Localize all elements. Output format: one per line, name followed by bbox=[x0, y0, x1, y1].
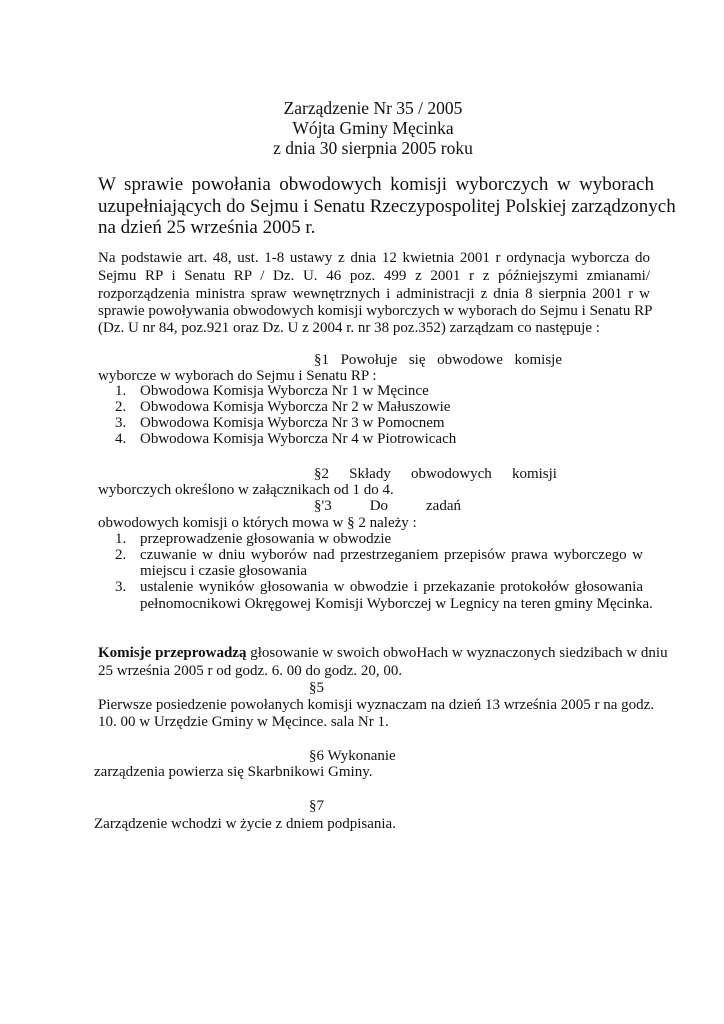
subject-line-1: W sprawie powołania obwodowych komisji wyborczych w wyborach bbox=[98, 174, 654, 195]
paragraph-7-heading: §7 bbox=[309, 798, 324, 814]
list-item: Obwodowa Komisja Wyborcza Nr 3 w Pomocnem bbox=[140, 415, 445, 431]
document-title: Zarządzenie Nr 35 / 2005 bbox=[283, 98, 463, 118]
preamble-line-3: rozporządzenia ministra spraw wewnętrznych i administracji z dnia 8 sierpnia 2001 r w bbox=[98, 286, 650, 302]
list-item: ustalenie wyników głosowania w obwodzie i przekazanie protokołów głosowania bbox=[140, 579, 643, 595]
paragraph-2-word: Składy bbox=[349, 466, 391, 482]
paragraph-3-continuation: obwodowych komisji o których mowa w § 2 należy : bbox=[98, 515, 417, 531]
list-item-number: 2. bbox=[115, 399, 127, 415]
paragraph-1-word: się bbox=[408, 352, 426, 368]
paragraph-2-continuation: wyborczych określono w załącznikach od 1 do 4. bbox=[98, 482, 394, 498]
paragraph-1-word: komisje bbox=[514, 352, 562, 368]
paragraph-5-line-1: Pierwsze posiedzenie powołanych komisji wyznaczam na dzień 13 września 2005 r na godz. bbox=[98, 697, 655, 713]
paragraph-4-line-2: 25 września 2005 r od godz. 6. 00 do godz. 20, 00. bbox=[98, 663, 403, 679]
paragraph-5-line-2: 10. 00 w Urzędzie Gminy w Męcince. sala Nr 1. bbox=[98, 714, 389, 730]
paragraph-3-word: Do bbox=[369, 498, 389, 514]
list-item: Obwodowa Komisja Wyborcza Nr 4 w Piotrowicach bbox=[140, 431, 457, 447]
list-item-number: 1. bbox=[115, 531, 127, 547]
paragraph-6-line-2: zarządzenia powierza się Skarbnikowi Gminy. bbox=[94, 764, 373, 780]
paragraph-2-number: §2 bbox=[314, 466, 329, 482]
preamble-line-5: (Dz. U nr 84, poz.921 oraz Dz. U z 2004 r. nr 38 poz.352) zarządzam co następuje : bbox=[98, 320, 600, 336]
list-item-number: 3. bbox=[115, 579, 127, 595]
document-issuer: Wójta Gminy Męcinka bbox=[292, 118, 454, 138]
list-item-number: 3. bbox=[115, 415, 127, 431]
document-date: z dnia 30 sierpnia 2005 roku bbox=[273, 138, 473, 158]
list-item: Obwodowa Komisja Wyborcza Nr 2 w Małuszowie bbox=[140, 399, 451, 415]
paragraph-3-word: zadań bbox=[426, 498, 461, 514]
preamble-line-4: sprawie powoływania obwodowych komisji wyborczych w wyborach do Sejmu i Senatu RP bbox=[98, 303, 653, 319]
paragraph-2-word: obwodowych bbox=[410, 466, 492, 482]
preamble-line-1: Na podstawie art. 48, ust. 1-8 ustawy z dnia 12 kwietnia 2001 r ordynacja wyborcza do bbox=[98, 250, 650, 266]
list-item-number: 4. bbox=[115, 431, 127, 447]
paragraph-5-heading: §5 bbox=[309, 680, 324, 696]
list-item: przeprowadzenie głosowania w obwodzie bbox=[140, 531, 392, 547]
paragraph-1-continuation: wyborcze w wyborach do Sejmu i Senatu RP : bbox=[98, 368, 377, 384]
subject-line-2: uzupełniających do Sejmu i Senatu Rzeczypospolitej Polskiej zarządzonych bbox=[98, 196, 676, 217]
paragraph-6-heading: §6 Wykonanie bbox=[309, 748, 396, 764]
paragraph-7-line-2: Zarządzenie wchodzi w życie z dniem podpisania. bbox=[94, 816, 396, 832]
list-item-number: 1. bbox=[115, 383, 127, 399]
list-item: czuwanie w dniu wyborów nad przestrzeganiem przepisów prawa wyborczego w bbox=[140, 547, 643, 563]
list-item-continuation: miejscu i czasie głosowania bbox=[140, 563, 308, 579]
list-item-number: 2. bbox=[115, 547, 127, 563]
list-item-continuation: pełnomocnikowi Okręgowej Komisji Wyborczej w Legnicy na teren gminy Męcinka. bbox=[140, 596, 653, 612]
paragraph-3-heading bbox=[314, 498, 461, 515]
paragraph-3-number: §'3 bbox=[314, 498, 332, 514]
paragraph-2-word: komisji bbox=[511, 466, 557, 482]
paragraph-4-line-1-rest: głosowanie w swoich obwoHach w wyznaczonych siedzibach w dniu bbox=[246, 645, 668, 661]
paragraph-1-heading bbox=[314, 352, 562, 369]
preamble-line-2: Sejmu RP i Senatu RP / Dz. U. 46 poz. 499 z 2001 r z późniejszymi zmianami/ bbox=[98, 268, 650, 284]
paragraph-4-line-1 bbox=[98, 645, 668, 662]
subject-line-3: na dzień 25 września 2005 r. bbox=[98, 217, 316, 238]
list-item: Obwodowa Komisja Wyborcza Nr 1 w Męcince bbox=[140, 383, 429, 399]
paragraph-1-number: §1 bbox=[314, 352, 329, 368]
paragraph-2-heading bbox=[314, 466, 557, 483]
paragraph-1-word: obwodowe bbox=[437, 352, 503, 368]
paragraph-1-word: Powołuje bbox=[340, 352, 398, 368]
paragraph-4-bold-lead: Komisje przeprowadzą bbox=[98, 645, 247, 661]
